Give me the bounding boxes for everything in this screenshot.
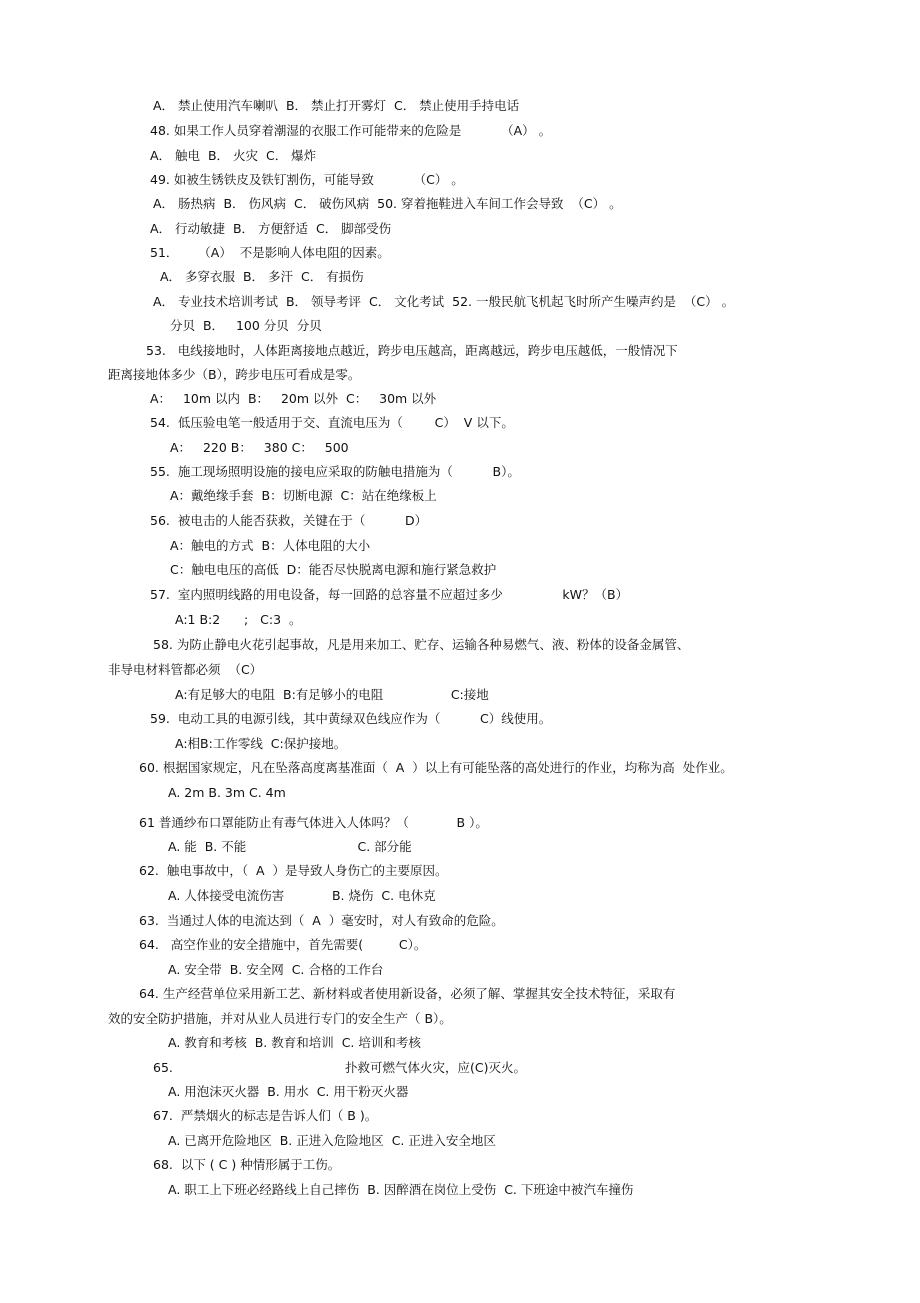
text-line: C：触电电压的高低 D：能否尽快脱离电源和施行紧急救护 — [170, 562, 497, 577]
text-line: 63. 当通过人体的电流达到（ A ）毫安时，对人有致命的危险。 — [139, 913, 504, 928]
text-line: 68. 以下 ( C ) 种情形属于工伤。 — [153, 1157, 341, 1172]
text-line: A： 220 B： 380 C： 500 — [170, 440, 349, 455]
text-line: A． 肠热病 B． 伤风病 C． 破伤风病 50. 穿着拖鞋进入车间工作会导致 （C） 。 — [153, 196, 622, 211]
text-line: A:有足够大的电阻 B:有足够小的电阻 C:接地 — [175, 687, 489, 702]
text-line: 65. — [153, 1060, 173, 1075]
text-line: A. 教育和考核 B. 教育和培训 C. 培训和考核 — [168, 1035, 421, 1050]
text-line: 59. 电动工具的电源引线，其中黄绿双色线应作为（ C）线使用。 — [150, 711, 552, 726]
text-line: 60. 根据国家规定，凡在坠落高度离基准面（ A ）以上有可能坠落的高处进行的作业，均称为高 处作业。 — [139, 760, 733, 775]
text-line: 54. 低压验电笔一般适用于交、直流电压为（ C） V 以下。 — [150, 415, 514, 430]
text-line: 效的安全防护措施，并对从业人员进行专门的安全生产（ B）。 — [108, 1011, 452, 1026]
text-line: A． 触电 B． 火灾 C． 爆炸 — [150, 148, 317, 163]
text-line: A：戴绝缘手套 B：切断电源 C：站在绝缘板上 — [170, 488, 437, 503]
text-line: 61 普通纱布口罩能防止有毒气体进入人体吗？（ B ）。 — [139, 815, 488, 830]
text-line: A． 多穿衣服 B． 多汗 C． 有损伤 — [160, 269, 364, 284]
text-line: 48. 如果工作人员穿着潮湿的衣服工作可能带来的危险是 （A） 。 — [150, 123, 552, 138]
text-line: A. 能 B. 不能 C. 部分能 — [168, 839, 412, 854]
text-line: A． 行动敏捷 B． 方便舒适 C． 脚部受伤 — [150, 221, 392, 236]
text-line: 非导电材料管都必须 （C） — [108, 662, 263, 677]
text-line: 64. 生产经营单位采用新工艺、新材料或者使用新设备，必须了解、掌握其安全技术特征，采取有 — [139, 986, 676, 1001]
text-line: 49. 如被生锈铁皮及铁钉割伤，可能导致 （C） 。 — [150, 172, 464, 187]
text-line: A． 专业技术培训考试 B． 领导考评 C． 文化考试 52. 一般民航飞机起飞时所产生噪声约是 （C） 。 — [153, 294, 735, 309]
text-line: 56. 被电击的人能否获救，关键在于（ D） — [150, 513, 428, 528]
text-line: 55. 施工现场照明设施的接电应采取的防触电措施为（ B）。 — [150, 464, 520, 479]
text-line: A. 用泡沫灭火器 B. 用水 C. 用干粉灭火器 — [168, 1084, 409, 1099]
text-line: A． 禁止使用汽车喇叭 B． 禁止打开雾灯 C． 禁止使用手持电话 — [153, 98, 520, 113]
text-line: 64. 高空作业的安全措施中，首先需要( C）。 — [139, 937, 427, 952]
text-line: 67. 严禁烟火的标志是告诉人们（ B )。 — [153, 1108, 378, 1123]
text-line: A： 10m 以内 B： 20m 以外 C： 30m 以外 — [150, 391, 437, 406]
text-line: 距离接地体多少（B），跨步电压可看成是零。 — [108, 367, 361, 382]
text-line: 分贝 B． 100 分贝 分贝 — [170, 318, 322, 333]
text-line: 53. 电线接地时，人体距离接地点越近，跨步电压越高，距离越远，跨步电压越低，一般情况下 — [146, 343, 678, 358]
text-line: A. 安全带 B. 安全网 C. 合格的工作台 — [168, 962, 384, 977]
text-line: A. 人体接受电流伤害 B. 烧伤 C. 电休克 — [168, 888, 436, 903]
text-line: A. 2m B. 3m C. 4m — [168, 785, 286, 800]
text-line: 58. 为防止静电火花引起事故，凡是用来加工、贮存、运输各种易燃气、液、粉体的设备金属管、 — [153, 637, 690, 652]
text-line: A. 已离开危险地区 B. 正进入危险地区 C. 正进入安全地区 — [168, 1133, 496, 1148]
text-line: A：触电的方式 B：人体电阻的大小 — [170, 538, 371, 553]
text-line: A:相B:工作零线 C:保护接地。 — [175, 736, 347, 751]
text-line: 62. 触电事故中，（ A ）是导致人身伤亡的主要原因。 — [139, 863, 448, 878]
text-line: 57. 室内照明线路的用电设备，每一回路的总容量不应超过多少 kW？（B） — [150, 587, 629, 602]
text-line: 扑救可燃气体火灾，应(C)灭火。 — [345, 1060, 526, 1075]
text-line: A:1 B:2 ; C:3 。 — [175, 612, 302, 627]
text-line: 51． （A） 不是影响人体电阻的因素。 — [150, 245, 390, 260]
text-line: A. 职工上下班必经路线上自己摔伤 B. 因醉酒在岗位上受伤 C. 下班途中被汽车撞伤 — [168, 1182, 634, 1197]
